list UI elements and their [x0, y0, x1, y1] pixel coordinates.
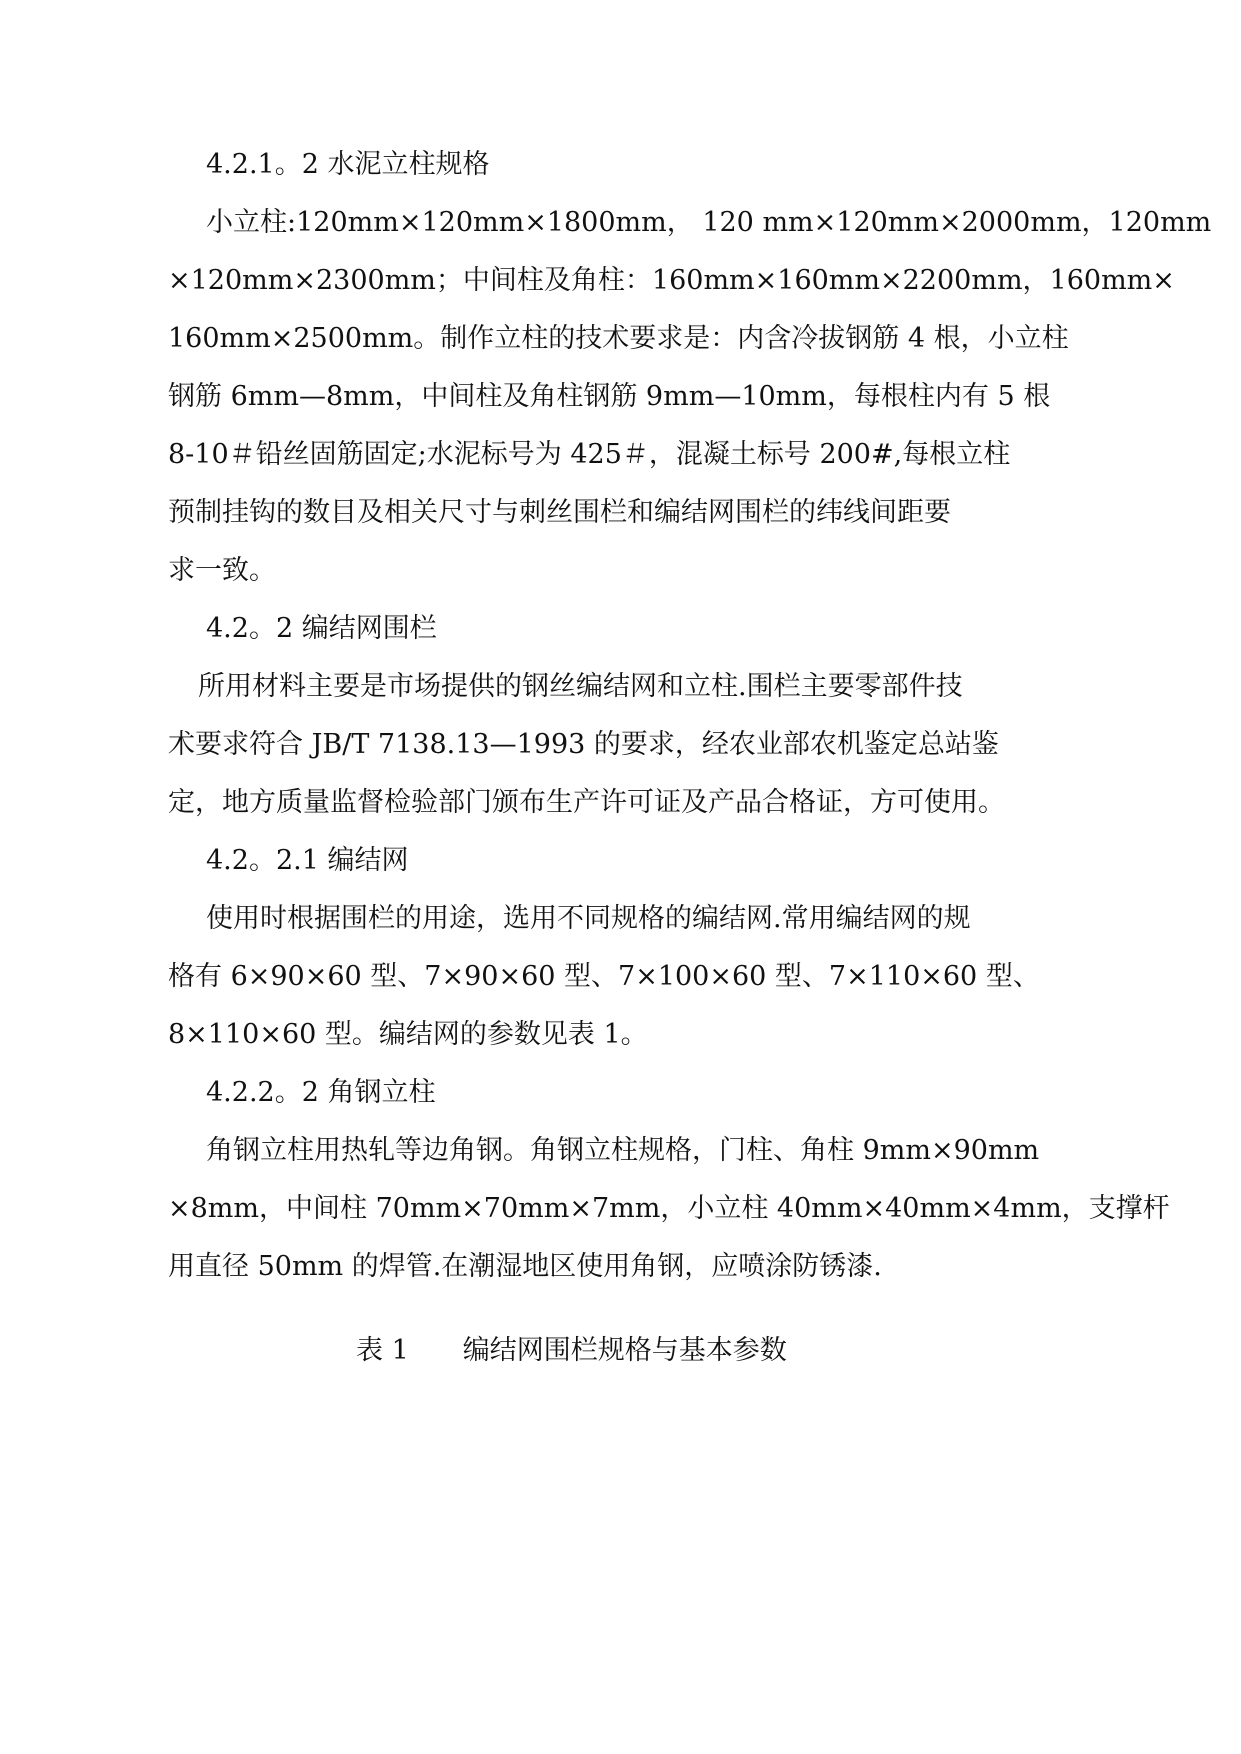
paragraph-line: 预制挂钩的数目及相关尺寸与刺丝围栏和编结网围栏的纬线间距要	[168, 497, 951, 528]
section-heading-4-2-2-1: 4.2。2.1 编结网	[206, 845, 409, 876]
paragraph-line: 小立柱:120mm×120mm×1800mm， 120 mm×120mm×2000mm，120mm	[206, 207, 1212, 238]
paragraph-line: 8×110×60 型。编结网的参数见表 1。	[168, 1019, 648, 1050]
paragraph-line: 定，地方质量监督检验部门颁布生产许可证及产品合格证，方可使用。	[168, 787, 1005, 818]
section-heading-4-2-1-2: 4.2.1。2 水泥立柱规格	[206, 149, 490, 180]
section-heading-4-2-2: 4.2。2 编结网围栏	[206, 613, 437, 644]
paragraph-line: 格有 6×90×60 型、7×90×60 型、7×100×60 型、7×110×60 型、	[168, 961, 1040, 992]
paragraph-line: 角钢立柱用热轧等边角钢。角钢立柱规格，门柱、角柱 9mm×90mm	[206, 1135, 1040, 1166]
paragraph-line: 钢筋 6mm—8mm，中间柱及角柱钢筋 9mm—10mm，每根柱内有 5 根	[168, 381, 1051, 412]
table-caption: 表 1 编结网围栏规格与基本参数	[356, 1335, 787, 1366]
section-heading-4-2-2-2: 4.2.2。2 角钢立柱	[206, 1077, 436, 1108]
paragraph-line: 术要求符合 JB/T 7138.13—1993 的要求，经农业部农机鉴定总站鉴	[168, 729, 999, 760]
paragraph-line: ×120mm×2300mm；中间柱及角柱：160mm×160mm×2200mm，160mm×	[168, 265, 1175, 296]
paragraph-line: 用直径 50mm 的焊管.在潮湿地区使用角钢，应喷涂防锈漆.	[168, 1251, 882, 1282]
paragraph-line: 160mm×2500mm。制作立柱的技术要求是：内含冷拔钢筋 4 根，小立柱	[168, 323, 1069, 354]
paragraph-line: 8-10＃铅丝固筋固定;水泥标号为 425＃，混凝土标号 200#,每根立柱	[168, 439, 1011, 470]
paragraph-line: 所用材料主要是市场提供的钢丝编结网和立柱.围栏主要零部件技	[198, 671, 963, 702]
paragraph-line: ×8mm，中间柱 70mm×70mm×7mm，小立柱 40mm×40mm×4mm，支撑杆	[168, 1193, 1170, 1224]
paragraph-line: 使用时根据围栏的用途，选用不同规格的编结网.常用编结网的规	[206, 903, 971, 934]
paragraph-line: 求一致。	[168, 555, 276, 586]
